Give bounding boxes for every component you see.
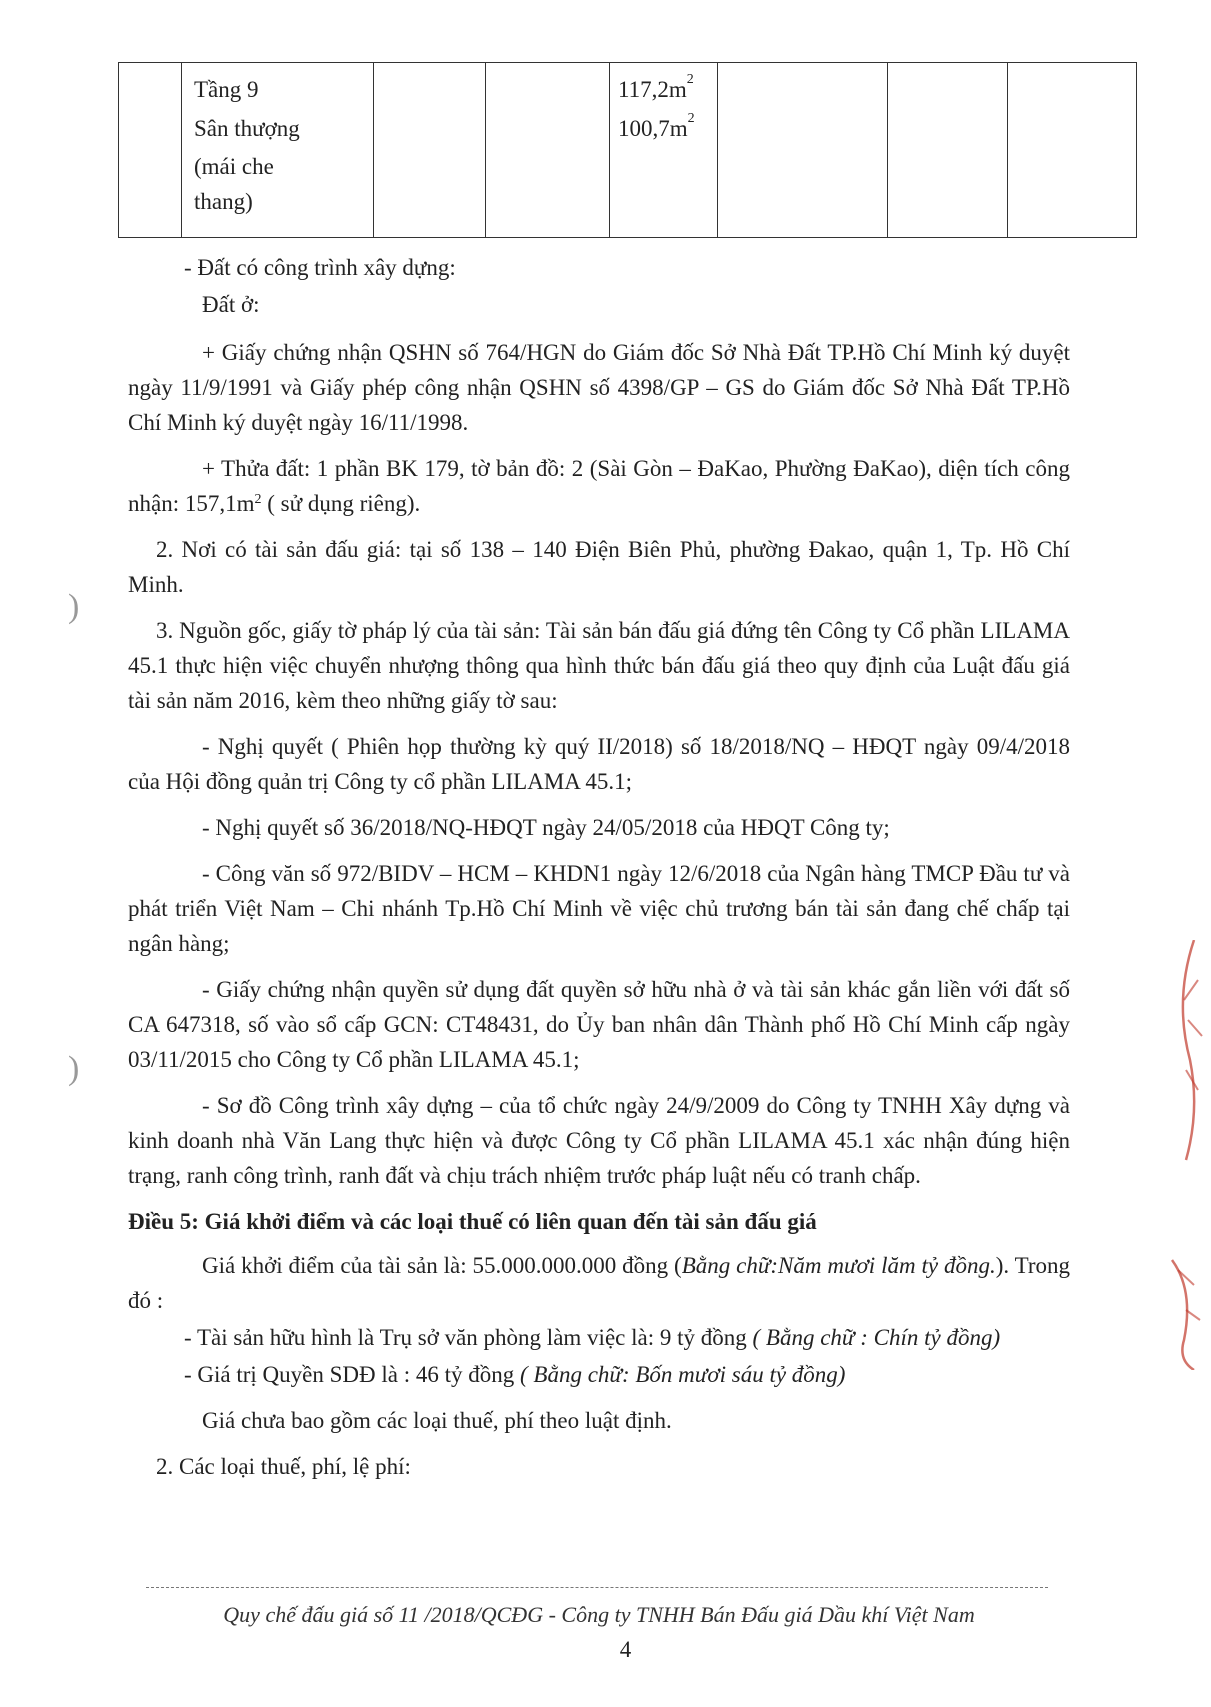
floor-cell (182, 63, 374, 238)
land-certificate: + Giấy chứng nhận QSHN số 764/HGN do Giám đốc Sở Nhà Đất TP.Hồ Chí Minh ký duyệt ngày 11/9/1991 và Giấy phép công nhận QSHN số 4398/GP – GS do Giám đốc Sở Nhà Đất TP.Hồ Chí Minh ký duyệt ngày 16/11/1998. (128, 340, 1070, 435)
footer-caption: Quy chế đấu giá số 11 /2018/QCĐG - Công ty TNHH Bán Đấu giá Dầu khí Việt Nam (223, 1602, 975, 1627)
legal-doc-item: - Nghị quyết số 36/2018/NQ-HĐQT ngày 24/05/2018 của HĐQT Công ty; (202, 815, 890, 840)
floor-label: Tầng 9 (194, 77, 259, 102)
floor-label: thang) (194, 188, 253, 214)
land-use-right-value: - Giá trị Quyền SDĐ là : 46 tỷ đồng ( Bằng chữ: Bốn mươi sáu tỷ đồng) (184, 1362, 846, 1387)
floor-label: Sân thượng (194, 115, 300, 141)
start-price: Giá khởi điểm của tài sản là: 55.000.000.000 đồng (Bằng chữ:Năm mươi lăm tỷ đồng.). Trong đó : (128, 1253, 1070, 1313)
legal-doc-item: - Công văn số 972/BIDV – HCM – KHDN1 ngày 12/6/2018 của Ngân hàng TMCP Đầu tư và phát triển Việt Nam – Chi nhánh Tp.Hồ Chí Minh về việc chủ trương bán tài sản đang chế chấp tại ngân hàng; (128, 861, 1070, 956)
article-5-heading: Điều 5: Giá khởi điểm và các loại thuế có liên quan đến tài sản đấu giá (128, 1209, 817, 1234)
taxes-fees-heading: 2. Các loại thuế, phí, lệ phí: (156, 1454, 411, 1479)
area-value: $117,2m^2$ (618, 72, 694, 102)
table-cell (486, 63, 610, 238)
legal-doc-item: - Sơ đồ Công trình xây dựng – của tổ chức ngày 24/9/2009 do Công ty TNHH Xây dựng và kinh doanh nhà Văn Lang thực hiện và được Công ty Cổ phần LILAMA 45.1 xác nhận đúng hiện trạng, ranh công trình, ranh đất và chịu trách nhiệm trước pháp luật nếu có tranh chấp. (128, 1093, 1070, 1188)
auction-location: 2. Nơi có tài sản đấu giá: tại số 138 – 140 Điện Biên Phủ, phường Đakao, quận 1, Tp. Hồ Chí Minh. (128, 537, 1070, 597)
table-row (119, 63, 1137, 238)
table-cell (374, 63, 486, 238)
page-number: 4 (619, 1637, 632, 1662)
area-value: $100,7m^2$ (618, 110, 695, 141)
legal-doc-item: - Nghị quyết ( Phiên họp thường kỳ quý II/2018) số 18/2018/NQ – HĐQT ngày 09/4/2018 của Hội đồng quản trị Công ty cổ phần LILAMA 45.1; (128, 734, 1070, 794)
floor-label: (mái che (194, 154, 274, 179)
land-intro: - Đất có công trình xây dựng: (184, 255, 456, 280)
table-cell (888, 63, 1008, 238)
table-cell (718, 63, 888, 238)
red-seal-stamp (1164, 940, 1211, 1370)
footer-divider (146, 1587, 1048, 1588)
asset-origin-intro: 3. Nguồn gốc, giấy tờ pháp lý của tài sản: Tài sản bán đấu giá đứng tên Công ty Cổ phần LILAMA 45.1 thực hiện việc chuyển nhượng thông qua hình thức bán đấu giá theo quy định của Luật đấu giá tài sản năm 2016, kèm theo những giấy tờ sau: (128, 618, 1070, 713)
land-residential: Đất ở: (202, 292, 260, 317)
land-plot: + Thửa đất: 1 phần BK 179, tờ bản đồ: 2 (Sài Gòn – ĐaKao, Phường ĐaKao), diện tích công nhận: $157,1m^2$ ( sử dụng riêng). (128, 456, 1070, 516)
price-excludes-tax: Giá chưa bao gồm các loại thuế, phí theo luật định. (202, 1408, 672, 1433)
tangible-asset-value: - Tài sản hữu hình là Trụ sở văn phòng làm việc là: 9 tỷ đồng ( Bằng chữ : Chín tỷ đồng) (184, 1325, 1001, 1350)
property-area-table (118, 62, 1137, 238)
table-cell (1008, 63, 1137, 238)
scan-mark: ) (68, 588, 80, 625)
legal-doc-item: - Giấy chứng nhận quyền sử dụng đất quyền sở hữu nhà ở và tài sản khác gắn liền với đất số CA 647318, số vào sổ cấp GCN: CT48431, do Ủy ban nhân dân Thành phố Hồ Chí Minh cấp ngày 03/11/2015 cho Công ty Cổ phần LILAMA 45.1; (128, 977, 1070, 1072)
table-cell (119, 63, 182, 238)
scan-mark: ) (68, 1050, 80, 1087)
document-body (128, 250, 1070, 1495)
area-cell (610, 63, 718, 238)
